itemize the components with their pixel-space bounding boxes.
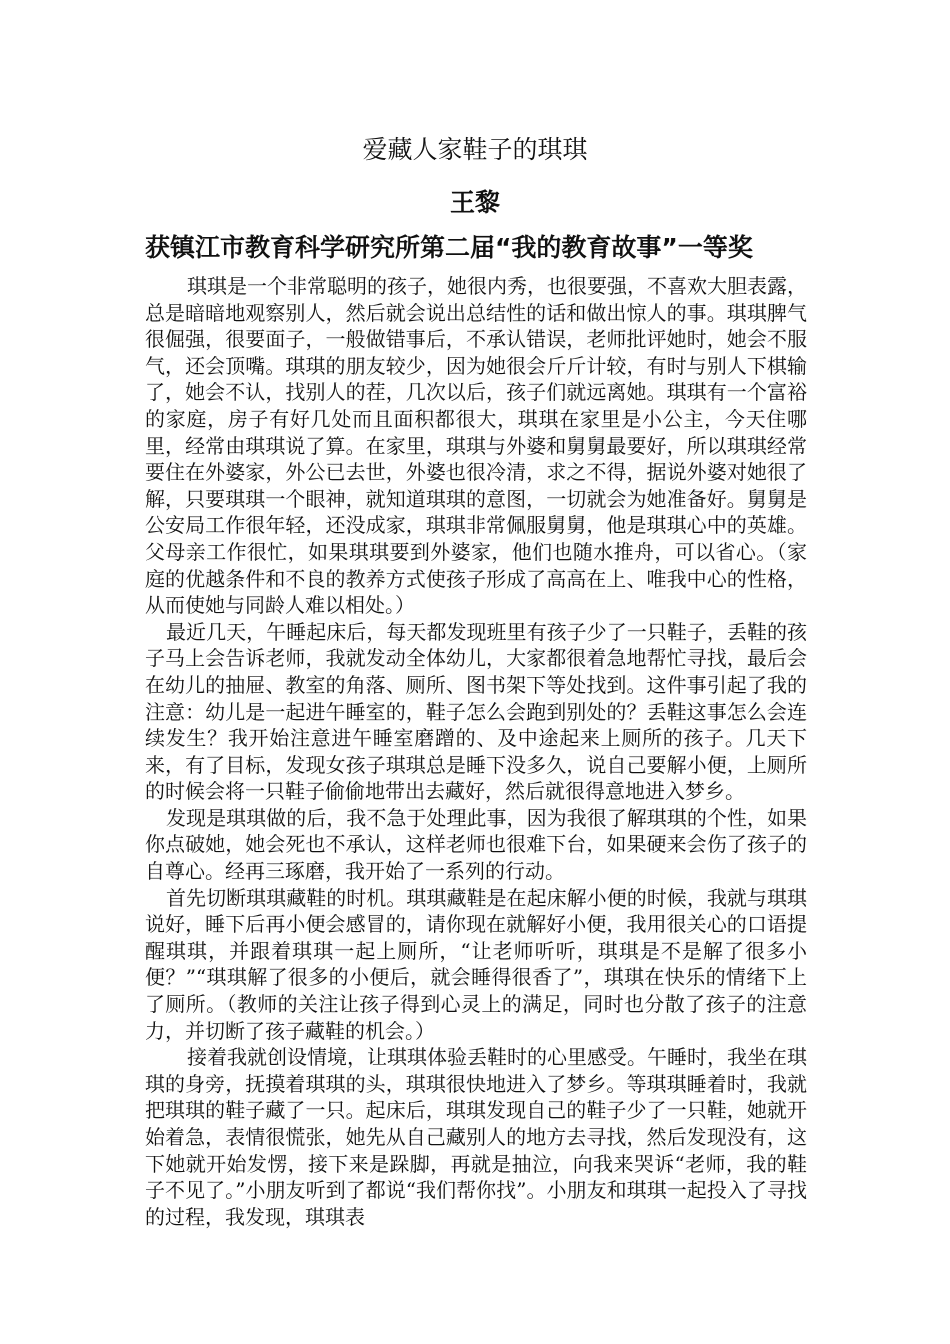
document-title: 爱藏人家鞋子的琪琪	[362, 135, 588, 164]
paragraph-5: 接着我就创设情境，让琪琪体验丢鞋时的心里感受。午睡时，我坐在琪琪的身旁，抚摸着琪琪的头，琪琪很快地进入了梦乡。等琪琪睡着时，我就把琪琪的鞋子藏了一只。起床后，琪琪发现自己的鞋子少了一只鞋，她就开始着急，表情很慌张，她先从自己藏别人的地方去寻找，然后发现没有，这下她就开始发愣，接下来是跺脚，再就是抽泣，向我来哭诉“老师，我的鞋子不见了。”小朋友听到了都说“我们帮你找”。小朋友和琪琪一起投入了寻找的过程，我发现，琪琪表	[145, 1045, 807, 1229]
paragraph-3: 发现是琪琪做的后，我不急于处理此事，因为我很了解琪琪的个性，如果你点破她，她会死也不承认，这样老师也很难下台，如果硬来会伤了孩子的自尊心。经再三琢磨，我开始了一系列的行动。	[145, 805, 807, 884]
body-text	[145, 273, 807, 1230]
paragraph-1: 琪琪是一个非常聪明的孩子，她很内秀，也很要强，不喜欢大胆表露，总是暗暗地观察别人，然后就会说出总结性的话和做出惊人的事。琪琪脾气很倔强，很要面子，一般做错事后，不承认错误，老师批评她时，她会不服气，还会顶嘴。琪琪的朋友较少，因为她很会斤斤计较，有时与别人下棋输了，她会不认，找别人的茬，几次以后，孩子们就远离她。琪琪有一个富裕的家庭，房子有好几处而且面积都很大，琪琪在家里是小公主，今天住哪里，经常由琪琪说了算。在家里，琪琪与外婆和舅舅最要好，所以琪琪经常要住在外婆家，外公已去世，外婆也很冷清，求之不得，据说外婆对她很了解，只要琪琪一个眼神，就知道琪琪的意图，一切就会为她准备好。舅舅是公安局工作很年轻，还没成家，琪琪非常佩服舅舅，他是琪琪心中的英雄。父母亲工作很忙，如果琪琪要到外婆家，他们也随水推舟，可以省心。（家庭的优越条件和不良的教养方式使孩子形成了高高在上、唯我中心的性格，从而使她与同龄人难以相处。）	[145, 274, 807, 618]
author-name: 王黎	[449, 188, 500, 217]
paragraph-2: 最近几天，午睡起床后，每天都发现班里有孩子少了一只鞋子，丢鞋的孩子马上会告诉老师，我就发动全体幼儿，大家都很着急地帮忙寻找，最后会在幼儿的抽屉、教室的角落、厕所、图书架下等处找到。这件事引起了我的注意：幼儿是一起进午睡室的，鞋子怎么会跑到别处的？丢鞋这事怎么会连续发生？我开始注意进午睡室磨蹭的、及中途起来上厕所的孩子。几天下来，有了目标，发现女孩子琪琪总是睡下没多久，说自己要解小便，上厕所的时候会将一只鞋子偷偷地带出去藏好，然后就很得意地进入梦乡。	[145, 619, 807, 804]
paragraph-4: 首先切断琪琪藏鞋的时机。琪琪藏鞋是在起床解小便的时候，我就与琪琪说好，睡下后再小便会感冒的，请你现在就解好小便，我用很关心的口语提醒琪琪，并跟着琪琪一起上厕所，“让老师听听，琪琪是不是解了很多小便？”“琪琪解了很多的小便后，就会睡得很香了”，琪琪在快乐的情绪下上了厕所。（教师的关注让孩子得到心灵上的满足，同时也分散了孩子的注意力，并切断了孩子藏鞋的机会。）	[145, 885, 807, 1043]
award-line: 获镇江市教育科学研究所第二届“我的教育故事”一等奖	[145, 233, 753, 262]
